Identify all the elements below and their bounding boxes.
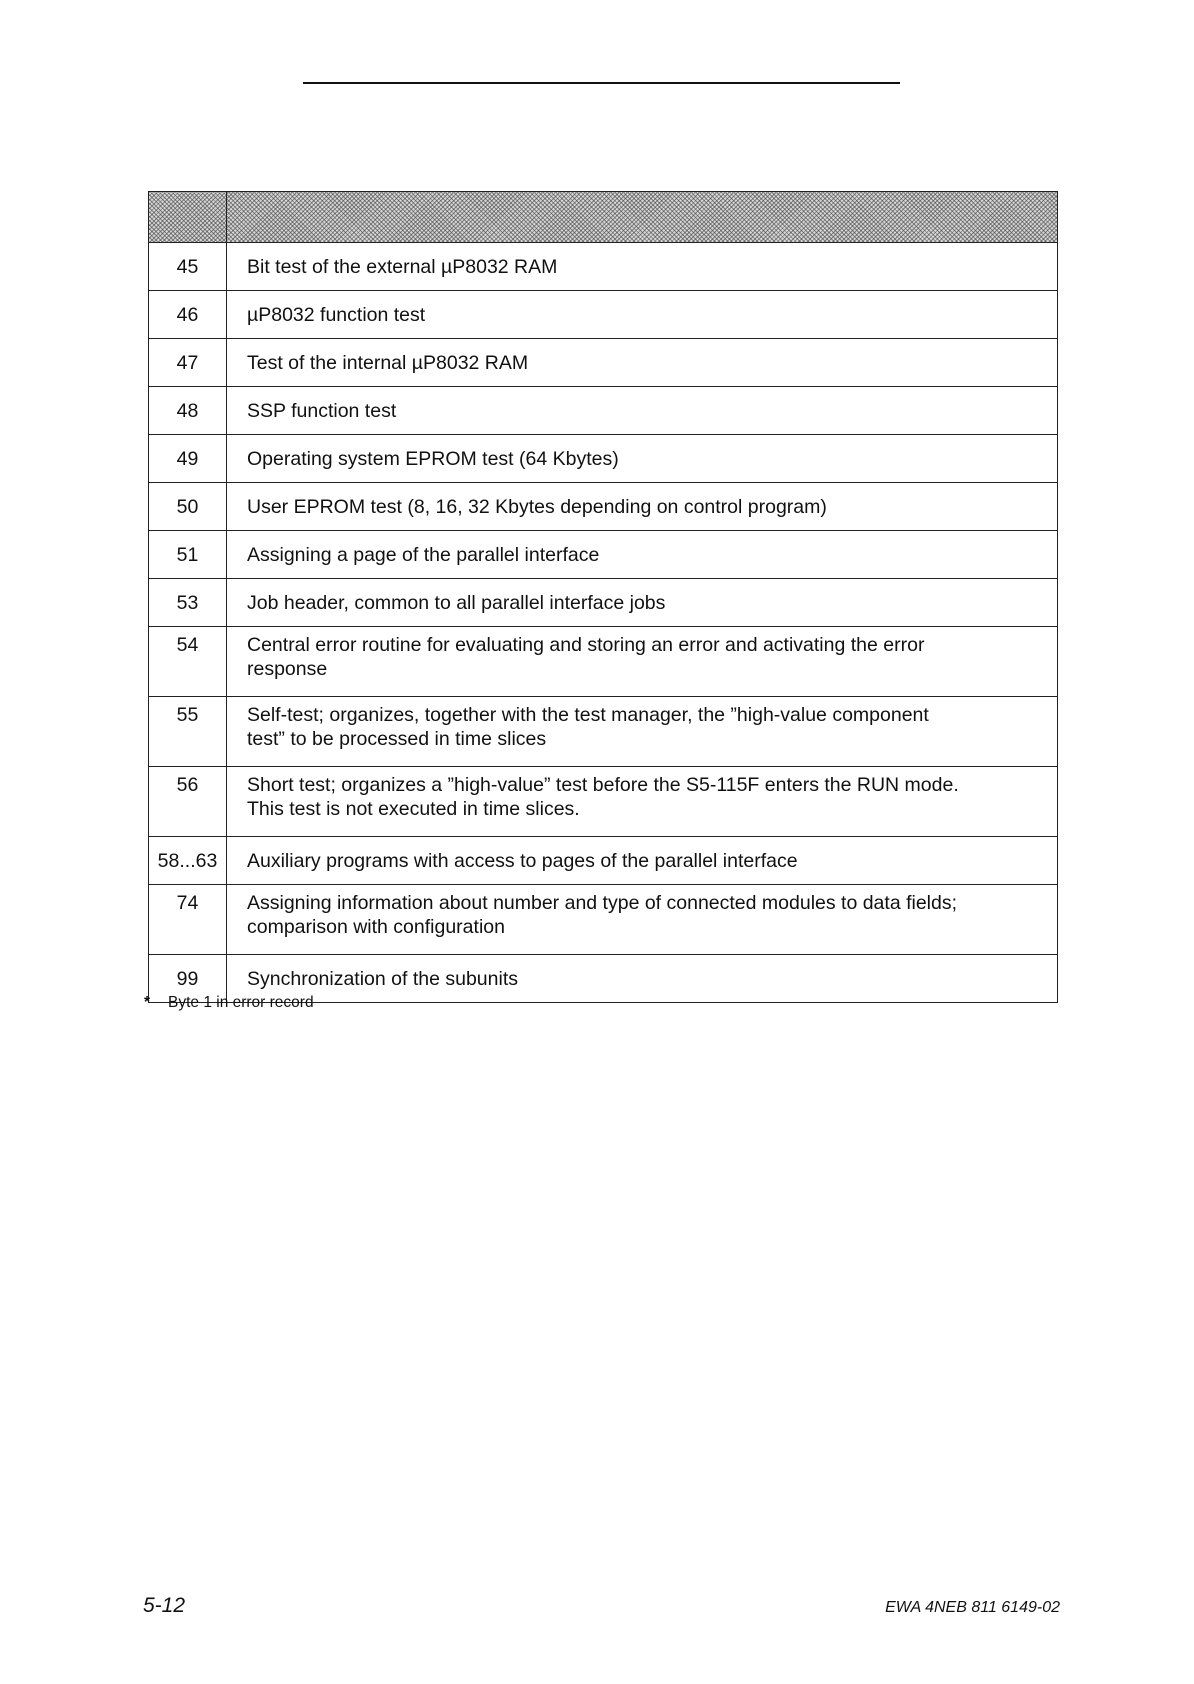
table-row bbox=[149, 435, 1058, 483]
header-cell-number bbox=[149, 192, 227, 243]
error-code-table bbox=[148, 191, 1058, 1003]
error-number-cell: 55 bbox=[149, 697, 227, 767]
description-line: This test is not executed in time slices. bbox=[247, 798, 580, 820]
error-number-cell: 99 bbox=[149, 955, 227, 1003]
description-cell bbox=[227, 697, 1058, 767]
description-line: test” to be processed in time slices bbox=[247, 728, 547, 750]
description-cell bbox=[227, 627, 1058, 697]
description-line: response bbox=[247, 658, 328, 680]
footnote-text: Byte 1 in error record bbox=[168, 994, 314, 1011]
header-rule bbox=[303, 82, 900, 84]
description-cell: Operating system EPROM test (64 Kbytes) bbox=[227, 435, 1058, 483]
description-cell: Synchronization of the subunits bbox=[227, 955, 1058, 1003]
description-cell bbox=[227, 767, 1058, 837]
error-number-cell: 46 bbox=[149, 291, 227, 339]
error-number-cell: 47 bbox=[149, 339, 227, 387]
table-row bbox=[149, 697, 1058, 767]
description-cell: Job header, common to all parallel interface jobs bbox=[227, 579, 1058, 627]
table-row bbox=[149, 767, 1058, 837]
document-code: EWA 4NEB 811 6149-02 bbox=[885, 1599, 1060, 1616]
error-number-cell: 49 bbox=[149, 435, 227, 483]
header-cell-description bbox=[227, 192, 1058, 243]
error-number-cell: 74 bbox=[149, 885, 227, 955]
description-cell: Bit test of the external µP8032 RAM bbox=[227, 243, 1058, 291]
table-row bbox=[149, 837, 1058, 885]
description-cell: µP8032 function test bbox=[227, 291, 1058, 339]
description-line: comparison with configuration bbox=[247, 916, 505, 938]
description-cell: Auxiliary programs with access to pages of the parallel interface bbox=[227, 837, 1058, 885]
error-number-cell: 48 bbox=[149, 387, 227, 435]
description-cell: Assigning a page of the parallel interface bbox=[227, 531, 1058, 579]
table-header-row bbox=[149, 192, 1058, 243]
description-line: Assigning information about number and type of connected modules to data fields; bbox=[247, 892, 958, 914]
description-line: Central error routine for evaluating and storing an error and activating the error bbox=[247, 634, 925, 656]
error-number-cell: 45 bbox=[149, 243, 227, 291]
description-line: Short test; organizes a ”high-value” test before the S5-115F enters the RUN mode. bbox=[247, 774, 959, 796]
error-number-cell: 53 bbox=[149, 579, 227, 627]
description-cell bbox=[227, 885, 1058, 955]
footnote-marker: * bbox=[144, 994, 151, 1011]
error-number-cell: 58...63 bbox=[149, 837, 227, 885]
table-row bbox=[149, 243, 1058, 291]
table-footnote bbox=[144, 994, 314, 1012]
error-number-cell: 56 bbox=[149, 767, 227, 837]
page-number: 5-12 bbox=[143, 1594, 186, 1617]
description-cell: User EPROM test (8, 16, 32 Kbytes depending on control program) bbox=[227, 483, 1058, 531]
table-row bbox=[149, 531, 1058, 579]
table-row bbox=[149, 291, 1058, 339]
table-row bbox=[149, 339, 1058, 387]
error-number-cell: 50 bbox=[149, 483, 227, 531]
error-number-cell: 51 bbox=[149, 531, 227, 579]
error-code-table-container bbox=[148, 191, 1057, 1003]
description-line: Self-test; organizes, together with the test manager, the ”high-value component bbox=[247, 704, 929, 726]
table-row bbox=[149, 885, 1058, 955]
table-row bbox=[149, 387, 1058, 435]
table-row bbox=[149, 627, 1058, 697]
table-row bbox=[149, 483, 1058, 531]
error-number-cell: 54 bbox=[149, 627, 227, 697]
table-row bbox=[149, 579, 1058, 627]
description-cell: SSP function test bbox=[227, 387, 1058, 435]
description-cell: Test of the internal µP8032 RAM bbox=[227, 339, 1058, 387]
